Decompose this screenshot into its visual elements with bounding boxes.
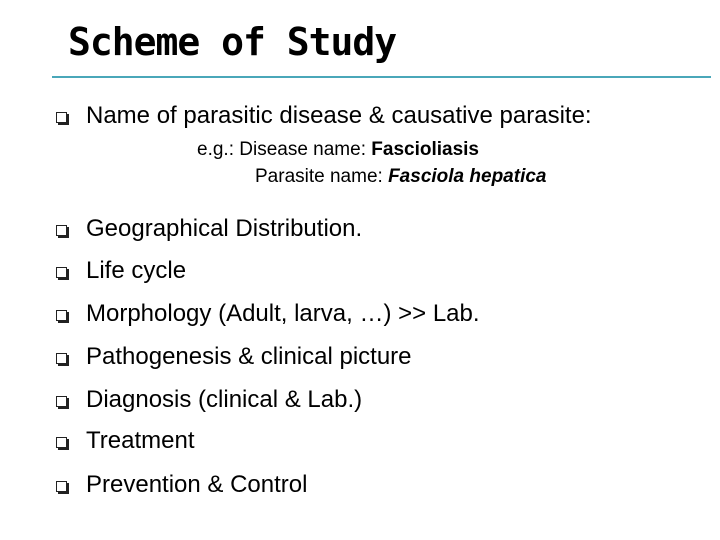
parasite-label: Parasite name: <box>255 166 389 187</box>
checkbox-bullet-icon <box>56 481 67 492</box>
list-item <box>0 469 720 505</box>
checkbox-bullet-icon <box>56 112 67 123</box>
list-item-text: Geographical Distribution. <box>86 215 363 242</box>
parasite-name: Fasciola hepatica <box>388 166 547 187</box>
checkbox-bullet-icon <box>56 396 67 407</box>
list-item <box>0 213 720 249</box>
list-item-text: Prevention & Control <box>86 471 308 498</box>
example-parasite-line <box>197 163 546 190</box>
slide-title: Scheme of Study <box>68 20 397 64</box>
checkbox-bullet-icon <box>56 353 67 364</box>
list-item <box>0 100 720 136</box>
example-block <box>197 136 546 190</box>
title-underline <box>52 76 711 78</box>
list-item-text: Name of parasitic disease & causative parasite: <box>86 102 592 129</box>
list-item-text: Life cycle <box>86 257 187 284</box>
list-item <box>0 341 720 377</box>
list-item-text: Treatment <box>86 427 195 454</box>
checkbox-bullet-icon <box>56 310 67 321</box>
example-prefix: e.g.: Disease name: <box>197 139 372 160</box>
list-item <box>0 298 720 334</box>
checkbox-bullet-icon <box>56 267 67 278</box>
list-item-text: Diagnosis (clinical & Lab.) <box>86 386 363 413</box>
list-item <box>0 255 720 291</box>
example-disease-line <box>197 136 546 163</box>
list-item <box>0 384 720 420</box>
disease-name: Fascioliasis <box>371 139 479 160</box>
checkbox-bullet-icon <box>56 225 67 236</box>
list-item <box>0 425 720 461</box>
checkbox-bullet-icon <box>56 437 67 448</box>
list-item-text: Morphology (Adult, larva, …) >> Lab. <box>86 300 480 327</box>
list-item-text: Pathogenesis & clinical picture <box>86 343 412 370</box>
